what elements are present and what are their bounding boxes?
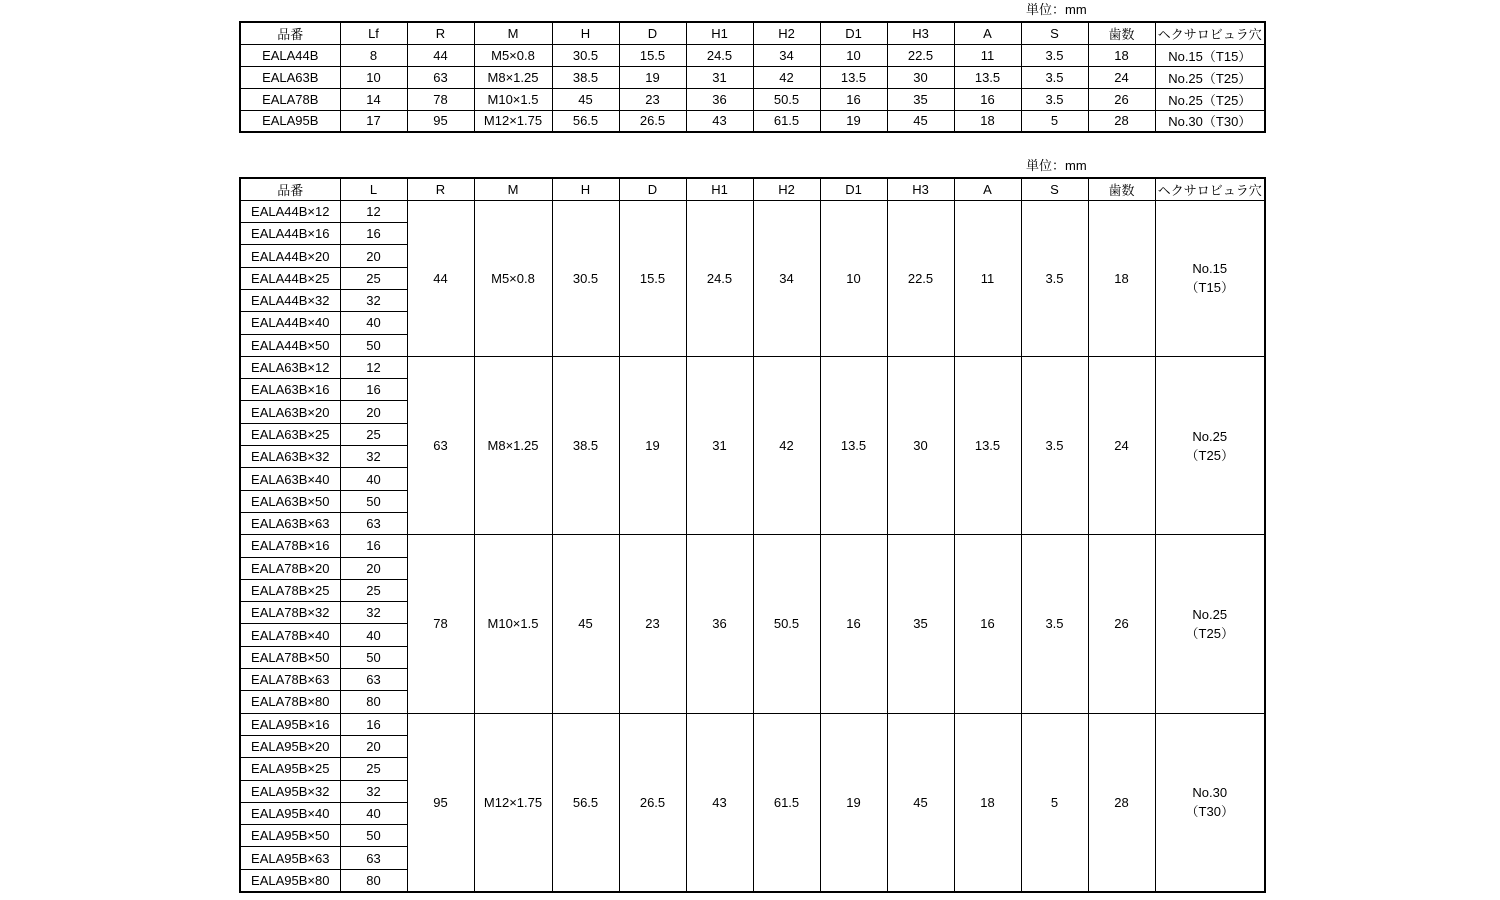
table-cell: No.25（T25） <box>1155 88 1265 110</box>
length-cell: 32 <box>340 602 407 624</box>
table-cell: No.25（T25） <box>1155 66 1265 88</box>
length-cell: 25 <box>340 267 407 289</box>
length-cell: 12 <box>340 200 407 222</box>
length-cell: 16 <box>340 713 407 735</box>
part-number-cell: EALA44B×16 <box>240 223 340 245</box>
length-cell: 40 <box>340 312 407 334</box>
part-number-cell: EALA78B×50 <box>240 646 340 668</box>
unit-label-table1: 単位：mm <box>1026 2 1087 17</box>
merged-cell: 38.5 <box>552 356 619 534</box>
table-cell: 24.5 <box>686 44 753 66</box>
length-cell: 20 <box>340 735 407 757</box>
table-row <box>240 66 1265 88</box>
column-header: H <box>552 22 619 44</box>
length-cell: 20 <box>340 401 407 423</box>
table-header-row <box>240 178 1265 200</box>
merged-cell: 43 <box>686 713 753 891</box>
length-cell: 16 <box>340 535 407 557</box>
part-number-cell: EALA95B×50 <box>240 825 340 847</box>
merged-cell: 18 <box>1088 200 1155 356</box>
length-cell: 32 <box>340 289 407 311</box>
column-header: H3 <box>887 22 954 44</box>
column-header: H1 <box>686 178 753 200</box>
table-cell: 63 <box>407 66 474 88</box>
length-cell: 80 <box>340 869 407 891</box>
column-header: H1 <box>686 22 753 44</box>
column-header: H3 <box>887 178 954 200</box>
table-cell: 36 <box>686 88 753 110</box>
part-number-cell: EALA63B×25 <box>240 423 340 445</box>
column-header: ヘクサロビュラ穴 <box>1155 22 1265 44</box>
unit-label-table2: 単位：mm <box>1026 158 1087 173</box>
part-number-cell: EALA95B×80 <box>240 869 340 891</box>
part-number-cell: EALA78B×32 <box>240 602 340 624</box>
table-cell: 8 <box>340 44 407 66</box>
column-header: H2 <box>753 178 820 200</box>
table-cell: 3.5 <box>1021 66 1088 88</box>
hexalobular-line: No.25 <box>1192 606 1228 622</box>
column-header: M <box>474 22 552 44</box>
part-number-cell: EALA63B×20 <box>240 401 340 423</box>
table-row <box>240 88 1265 110</box>
merged-cell: 18 <box>954 713 1021 891</box>
table-cell: 16 <box>820 88 887 110</box>
column-header: R <box>407 178 474 200</box>
merged-cell: 19 <box>820 713 887 891</box>
table-cell: 30.5 <box>552 44 619 66</box>
part-number-cell: EALA78B <box>240 88 340 110</box>
part-number-cell: EALA78B×40 <box>240 624 340 646</box>
table-cell: 19 <box>820 110 887 132</box>
table-cell: 10 <box>820 44 887 66</box>
table-cell: 34 <box>753 44 820 66</box>
column-header: R <box>407 22 474 44</box>
part-number-cell: EALA63B×32 <box>240 446 340 468</box>
table-cell: 18 <box>1088 44 1155 66</box>
hexalobular-line: No.15 <box>1192 261 1228 277</box>
merged-cell: M8×1.25 <box>474 356 552 534</box>
table-row <box>240 44 1265 66</box>
merged-cell: 16 <box>954 535 1021 713</box>
part-number-cell: EALA95B×20 <box>240 735 340 757</box>
part-number-cell: EALA78B×80 <box>240 691 340 713</box>
table-cell: 24 <box>1088 66 1155 88</box>
merged-cell: 31 <box>686 356 753 534</box>
merged-cell: 19 <box>619 356 686 534</box>
hexalobular-line: （T15） <box>1185 280 1234 296</box>
part-number-cell: EALA78B×20 <box>240 557 340 579</box>
length-cell: 50 <box>340 646 407 668</box>
part-number-cell: EALA95B×32 <box>240 780 340 802</box>
merged-cell: M5×0.8 <box>474 200 552 356</box>
merged-cell: 95 <box>407 713 474 891</box>
merged-cell: 24.5 <box>686 200 753 356</box>
table-cell: 18 <box>954 110 1021 132</box>
length-cell: 20 <box>340 557 407 579</box>
table-cell: 26 <box>1088 88 1155 110</box>
merged-cell: 78 <box>407 535 474 713</box>
table-cell: No.15（T15） <box>1155 44 1265 66</box>
column-header: H <box>552 178 619 200</box>
merged-cell: 26.5 <box>619 713 686 891</box>
table-row <box>240 110 1265 132</box>
hexalobular-line: No.25 <box>1192 428 1228 444</box>
part-number-cell: EALA44B <box>240 44 340 66</box>
table-cell: 5 <box>1021 110 1088 132</box>
merged-cell: 3.5 <box>1021 356 1088 534</box>
length-cell: 40 <box>340 468 407 490</box>
part-number-cell: EALA63B×50 <box>240 490 340 512</box>
part-number-cell: EALA95B×25 <box>240 758 340 780</box>
merged-cell: 22.5 <box>887 200 954 356</box>
column-header: D1 <box>820 22 887 44</box>
length-cell: 16 <box>340 379 407 401</box>
column-header: S <box>1021 22 1088 44</box>
table-cell: 3.5 <box>1021 44 1088 66</box>
table-cell: 56.5 <box>552 110 619 132</box>
column-header: S <box>1021 178 1088 200</box>
merged-cell: 23 <box>619 535 686 713</box>
column-header: ヘクサロビュラ穴 <box>1155 178 1265 200</box>
table-cell: 3.5 <box>1021 88 1088 110</box>
column-header: 品番 <box>240 22 340 44</box>
part-number-cell: EALA44B×40 <box>240 312 340 334</box>
hexalobular-cell <box>1155 356 1265 534</box>
column-header: 歯数 <box>1088 178 1155 200</box>
column-header: D1 <box>820 178 887 200</box>
table-cell: 61.5 <box>753 110 820 132</box>
merged-cell: 24 <box>1088 356 1155 534</box>
merged-cell: 13.5 <box>820 356 887 534</box>
column-header: A <box>954 178 1021 200</box>
merged-cell: 10 <box>820 200 887 356</box>
part-number-cell: EALA44B×25 <box>240 267 340 289</box>
merged-cell: 50.5 <box>753 535 820 713</box>
table-row <box>240 713 1265 735</box>
table-cell: M10×1.5 <box>474 88 552 110</box>
merged-cell: M10×1.5 <box>474 535 552 713</box>
part-number-cell: EALA44B×20 <box>240 245 340 267</box>
merged-cell: 5 <box>1021 713 1088 891</box>
column-header: L <box>340 178 407 200</box>
table-cell: No.30（T30） <box>1155 110 1265 132</box>
part-number-cell: EALA63B×63 <box>240 512 340 534</box>
merged-cell: 36 <box>686 535 753 713</box>
table-cell: 13.5 <box>954 66 1021 88</box>
length-cell: 50 <box>340 490 407 512</box>
part-number-cell: EALA44B×32 <box>240 289 340 311</box>
merged-cell: 3.5 <box>1021 535 1088 713</box>
merged-cell: 34 <box>753 200 820 356</box>
part-number-cell: EALA63B×12 <box>240 356 340 378</box>
column-header: A <box>954 22 1021 44</box>
merged-cell: 26 <box>1088 535 1155 713</box>
table-cell: 26.5 <box>619 110 686 132</box>
table-cell: 78 <box>407 88 474 110</box>
table-cell: 45 <box>552 88 619 110</box>
table-cell: 42 <box>753 66 820 88</box>
spec-table-lf <box>239 21 1266 133</box>
merged-cell: 3.5 <box>1021 200 1088 356</box>
part-number-cell: EALA95B <box>240 110 340 132</box>
table-cell: 30 <box>887 66 954 88</box>
merged-cell: 61.5 <box>753 713 820 891</box>
column-header: D <box>619 22 686 44</box>
table-cell: 35 <box>887 88 954 110</box>
column-header: Lf <box>340 22 407 44</box>
hexalobular-line: （T30） <box>1185 804 1234 820</box>
merged-cell: 15.5 <box>619 200 686 356</box>
merged-cell: 30 <box>887 356 954 534</box>
merged-cell: 16 <box>820 535 887 713</box>
merged-cell: 11 <box>954 200 1021 356</box>
table-row <box>240 535 1265 557</box>
part-number-cell: EALA44B×50 <box>240 334 340 356</box>
part-number-cell: EALA95B×16 <box>240 713 340 735</box>
hexalobular-line: （T25） <box>1185 625 1234 641</box>
table-cell: 45 <box>887 110 954 132</box>
table-cell: 44 <box>407 44 474 66</box>
column-header: D <box>619 178 686 200</box>
table-cell: 43 <box>686 110 753 132</box>
table-cell: 15.5 <box>619 44 686 66</box>
length-cell: 32 <box>340 780 407 802</box>
length-cell: 63 <box>340 512 407 534</box>
length-cell: 32 <box>340 446 407 468</box>
part-number-cell: EALA63B <box>240 66 340 88</box>
length-cell: 80 <box>340 691 407 713</box>
table-cell: 23 <box>619 88 686 110</box>
part-number-cell: EALA78B×16 <box>240 535 340 557</box>
table-cell: 11 <box>954 44 1021 66</box>
table-cell: 38.5 <box>552 66 619 88</box>
merged-cell: 45 <box>552 535 619 713</box>
part-number-cell: EALA78B×25 <box>240 579 340 601</box>
column-header: H2 <box>753 22 820 44</box>
merged-cell: 28 <box>1088 713 1155 891</box>
part-number-cell: EALA95B×40 <box>240 802 340 824</box>
table-cell: 14 <box>340 88 407 110</box>
table-cell: 19 <box>619 66 686 88</box>
merged-cell: 42 <box>753 356 820 534</box>
part-number-cell: EALA95B×63 <box>240 847 340 869</box>
length-cell: 20 <box>340 245 407 267</box>
table-cell: 22.5 <box>887 44 954 66</box>
table-cell: 95 <box>407 110 474 132</box>
length-cell: 50 <box>340 334 407 356</box>
merged-cell: 13.5 <box>954 356 1021 534</box>
table-header-row <box>240 22 1265 44</box>
merged-cell: 56.5 <box>552 713 619 891</box>
part-number-cell: EALA44B×12 <box>240 200 340 222</box>
spec-table-length <box>239 177 1266 893</box>
merged-cell: 30.5 <box>552 200 619 356</box>
length-cell: 25 <box>340 579 407 601</box>
merged-cell: M12×1.75 <box>474 713 552 891</box>
column-header: 歯数 <box>1088 22 1155 44</box>
length-cell: 25 <box>340 758 407 780</box>
table-cell: 13.5 <box>820 66 887 88</box>
length-cell: 25 <box>340 423 407 445</box>
table-cell: 31 <box>686 66 753 88</box>
table-cell: 10 <box>340 66 407 88</box>
length-cell: 12 <box>340 356 407 378</box>
table-cell: 16 <box>954 88 1021 110</box>
column-header: 品番 <box>240 178 340 200</box>
table-cell: M12×1.75 <box>474 110 552 132</box>
length-cell: 16 <box>340 223 407 245</box>
part-number-cell: EALA78B×63 <box>240 669 340 691</box>
column-header: M <box>474 178 552 200</box>
hexalobular-cell <box>1155 535 1265 713</box>
table-cell: M5×0.8 <box>474 44 552 66</box>
table-cell: 17 <box>340 110 407 132</box>
length-cell: 40 <box>340 802 407 824</box>
table-row <box>240 356 1265 378</box>
part-number-cell: EALA63B×40 <box>240 468 340 490</box>
length-cell: 40 <box>340 624 407 646</box>
hexalobular-line: （T25） <box>1185 447 1234 463</box>
table-cell: M8×1.25 <box>474 66 552 88</box>
merged-cell: 44 <box>407 200 474 356</box>
merged-cell: 45 <box>887 713 954 891</box>
length-cell: 63 <box>340 847 407 869</box>
table-cell: 28 <box>1088 110 1155 132</box>
merged-cell: 63 <box>407 356 474 534</box>
merged-cell: 35 <box>887 535 954 713</box>
hexalobular-line: No.30 <box>1192 785 1228 801</box>
length-cell: 63 <box>340 669 407 691</box>
table-cell: 50.5 <box>753 88 820 110</box>
part-number-cell: EALA63B×16 <box>240 379 340 401</box>
length-cell: 50 <box>340 825 407 847</box>
table-row <box>240 200 1265 222</box>
hexalobular-cell <box>1155 200 1265 356</box>
hexalobular-cell <box>1155 713 1265 891</box>
